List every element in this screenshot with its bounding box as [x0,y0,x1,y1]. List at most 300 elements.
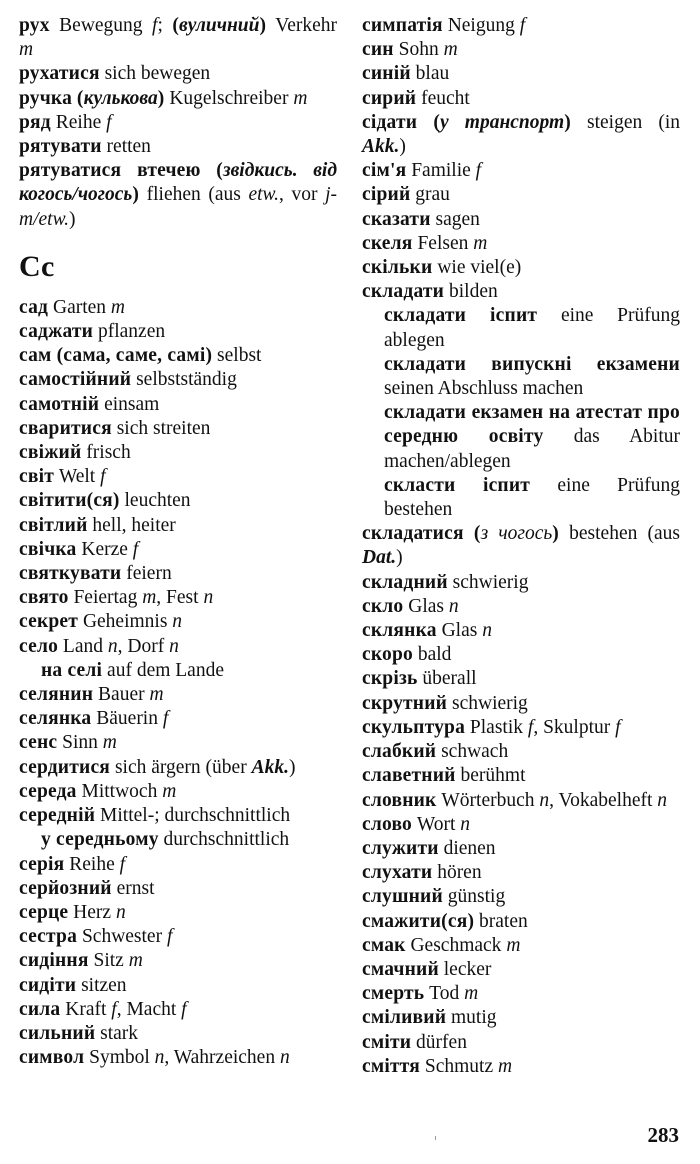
grammar-note: f [181,998,187,1020]
headword: скільки [362,257,433,279]
translation: selbst [212,345,262,367]
headword: скеля [362,232,413,254]
grammar-note: кулькова [83,87,158,109]
translation: bilden [444,281,498,303]
headword: служити [362,837,439,859]
translation: wie viel(e) [432,257,522,279]
dictionary-entry [362,619,680,643]
headword: рухатися [19,63,100,85]
translation: Neigung [442,15,520,36]
translation: Bäuerin [91,708,163,730]
grammar-note: n [539,789,550,811]
translation: durchschnittlich [158,829,290,851]
grammar-note: f [162,708,169,730]
dictionary-entry [362,111,680,159]
grammar-note: з чогось [480,523,553,545]
translation: Felsen [412,232,474,254]
grammar-note: m [473,232,488,254]
entries-after-heading [19,296,337,1071]
headword: скласти іспит [384,474,531,496]
headword: сміливий [362,1007,447,1029]
headword: сміття [362,1055,421,1077]
translation: Schmutz [420,1055,499,1077]
headword: серйозний [19,877,112,899]
dictionary-entry [362,667,680,691]
translation: blau [410,63,450,85]
translation: bestehen (aus [558,523,680,545]
grammar-note: f [119,853,126,875]
headword: смажити(ся) [362,910,475,932]
right-column [362,14,680,1079]
translation: lecker [438,958,492,980]
dictionary-subentry [362,474,680,522]
headword: син [362,39,394,61]
grammar-note: m [498,1055,513,1077]
dictionary-subentry [362,401,680,474]
translation [464,523,474,544]
headword: смачний [362,958,439,980]
headword: символ [19,1047,85,1069]
headword: складати іспит [384,305,538,327]
headword: сміти [362,1031,412,1053]
grammar-note: f [475,160,482,182]
dictionary-entry [19,344,337,368]
translation: Welt [53,466,101,488]
headword: святкувати [19,563,122,585]
dictionary-entry [19,62,337,86]
translation: dienen [438,837,496,859]
grammar-note: Akk. [362,136,400,158]
dictionary-entry [362,861,680,885]
grammar-note: m [149,684,164,706]
headword: світити(ся) [19,490,120,512]
headword: сім'я [362,160,407,182]
dictionary-entry [19,489,337,513]
headword: складати [362,281,445,303]
dictionary-entry [362,280,680,304]
headword: ручка [19,87,73,109]
dictionary-entry [19,417,337,441]
headword: серія [19,853,65,875]
headword: ( [76,87,84,109]
translation: feucht [416,87,470,109]
grammar-note: j-m/etw. [19,184,337,230]
dictionary-entry [19,296,337,320]
headword: сильний [19,1022,96,1044]
dictionary-entry [19,683,337,707]
headword: слово [362,813,413,835]
dictionary-entry [19,756,337,780]
headword: ( [172,15,180,36]
headword: сідати [362,111,418,133]
headword: середній [19,805,96,827]
dictionary-entry [362,740,680,764]
translation: , Skulptur [533,716,616,738]
translation: günstig [442,886,506,908]
translation: schwach [436,741,509,763]
headword: сад [19,296,49,318]
translation: , Wahrzeichen [164,1047,280,1069]
headword: склянка [362,620,437,642]
headword: слушний [362,886,443,908]
headword: у середньому [41,829,159,851]
translation: , vor [278,184,326,206]
translation: berühmt [455,765,526,787]
dictionary-entry [19,465,337,489]
grammar-note: f [615,716,621,738]
grammar-note: n [107,635,118,657]
grammar-note: m [293,87,308,109]
page-number: 283 [647,1123,679,1147]
dictionary-entry [362,208,680,232]
right-entries [362,14,680,1079]
dictionary-entry [19,562,337,586]
translation: ernst [111,877,155,899]
grammar-note: f [100,466,106,488]
dictionary-entry [362,837,680,861]
headword: селянин [19,684,94,706]
dictionary-entry [19,1046,337,1070]
headword: рятуватися втечею [19,160,201,182]
dictionary-entry [362,522,680,570]
dictionary-entry [19,441,337,465]
headword: складати екзамен на атестат про середню освіту [384,402,680,448]
headword: сірий [362,184,411,206]
translation: Reihe [50,111,107,133]
translation: Glas [436,620,483,642]
translation: Sinn [57,732,103,754]
dictionary-entry [19,853,337,877]
grammar-note: n [482,620,492,642]
grammar-note: m [110,296,126,318]
dictionary-entry [362,910,680,934]
translation: grau [410,184,450,206]
dictionary-entry [19,610,337,634]
dictionary-entry [19,949,337,973]
translation: sich bewegen [99,63,211,85]
dictionary-entry [19,135,337,159]
scan-speck [435,1136,436,1140]
headword: ряд [19,111,51,133]
grammar-note: Akk. [251,756,289,778]
translation: Mittwoch [76,780,163,802]
translation: einsam [99,393,160,415]
headword: свіжий [19,442,82,464]
dictionary-entry [19,925,337,949]
headword: селянка [19,708,92,730]
translation: frisch [81,442,131,464]
translation: stark [95,1022,139,1044]
translation: Sitz [88,950,129,972]
grammar-note: Dat. [362,547,397,569]
entries-before-heading [19,14,337,232]
grammar-note: m [443,39,458,61]
dictionary-entry [362,38,680,62]
grammar-note: m [142,587,157,609]
headword: сам (сама, саме, самі) [19,345,213,367]
headword: ) [259,15,267,36]
headword: скоро [362,644,413,666]
grammar-note: n [203,587,214,609]
headword: ( [473,523,481,545]
translation: überall [417,668,477,690]
headword: ( [216,160,223,182]
dictionary-entry [362,885,680,909]
dictionary-entry [362,643,680,667]
translation: , Macht [116,998,182,1020]
translation: Familie [406,160,476,182]
headword: село [19,635,59,657]
grammar-note: f [111,998,117,1020]
translation: Wörterbuch [436,789,540,811]
grammar-note: f [519,15,526,36]
dictionary-subentry [362,353,680,401]
headword: середа [19,780,77,802]
headword: смак [362,934,406,956]
translation: ) [69,208,76,230]
headword: складатися [362,523,464,545]
dictionary-entry [362,764,680,788]
translation: ) [399,136,406,158]
headword: ) [552,523,559,545]
translation: Tod [424,983,465,1005]
grammar-note: вуличний [179,15,260,36]
translation: feiern [121,563,172,585]
dictionary-entry [19,635,337,659]
headword: сердитися [19,756,111,778]
translation: ; [157,15,173,36]
translation: bald [412,644,452,666]
translation: Glas [403,595,449,617]
dictionary-entry [19,111,337,135]
dictionary-entry [19,707,337,731]
dictionary-entry [19,368,337,392]
dictionary-entry [19,320,337,344]
translation: fliehen (aus [139,184,249,206]
headword: складати випускні екзамени [384,353,680,375]
grammar-note: n [448,595,459,617]
headword: ) [564,111,571,133]
translation: Geheimnis [78,611,173,633]
headword: слабкий [362,741,437,763]
dictionary-entry [19,1022,337,1046]
headword: світлий [19,514,88,536]
dictionary-entry [362,692,680,716]
headword: самотній [19,393,100,415]
translation: schwierig [447,692,528,714]
grammar-note: f [527,716,534,738]
translation: Garten [48,296,111,318]
headword: симпатія [362,15,443,36]
dictionary-entry [362,1055,680,1079]
headword: славетний [362,765,456,787]
grammar-note: n [169,635,179,657]
translation: mutig [446,1007,497,1029]
translation: selbstständig [131,369,237,391]
headword: самостійний [19,369,132,391]
dictionary-subentry [362,304,680,352]
translation [417,112,433,133]
grammar-note: n [115,901,126,923]
dictionary-entry [19,998,337,1022]
grammar-note: n [279,1047,290,1069]
headword: синій [362,63,411,85]
dictionary-entry [19,514,337,538]
headword: скульптура [362,716,466,738]
headword: світ [19,466,54,488]
dictionary-entry [19,538,337,562]
translation: sich ärgern (über [110,756,252,778]
dictionary-entry [362,571,680,595]
translation: pflanzen [93,321,166,343]
translation: sitzen [76,974,127,996]
headword: серце [19,901,69,923]
grammar-note: f [132,538,139,560]
dictionary-entry [19,974,337,998]
dictionary-entry [362,595,680,619]
grammar-note: у транспорт [440,111,565,133]
translation: Herz [68,901,116,923]
translation: Feiertag [68,587,143,609]
dictionary-entry [362,256,680,280]
headword: сидіти [19,974,77,996]
translation: ) [396,547,403,569]
translation: sich streiten [111,417,211,439]
dictionary-entry [19,14,337,62]
dictionary-entry [19,901,337,925]
headword: ) [132,184,140,206]
headword: рятувати [19,136,102,158]
dictionary-entry [362,934,680,958]
translation: das Abitur machen/ablegen [384,426,680,472]
grammar-note: m [162,780,177,802]
dictionary-entry [362,1006,680,1030]
translation: , Dorf [117,635,170,657]
dictionary-entry [19,877,337,901]
left-column [19,14,337,1070]
dictionary-entry [362,982,680,1006]
grammar-note: m [464,983,479,1005]
translation: braten [474,910,528,932]
translation: retten [101,136,151,158]
translation: hören [432,862,482,884]
translation: Bauer [93,684,150,706]
headword: саджати [19,321,94,343]
dictionary-entry [19,780,337,804]
translation: Sohn [393,39,444,61]
dictionary-entry [362,14,680,38]
headword: скрутний [362,692,448,714]
dictionary-entry [19,804,337,828]
translation: , Fest [156,587,204,609]
grammar-note: n [154,1047,165,1069]
translation: Schwester [77,926,167,948]
headword: сирий [362,87,417,109]
grammar-note: n [172,611,183,633]
headword: сила [19,998,61,1020]
headword: смерть [362,983,425,1005]
grammar-note: n [657,789,668,811]
grammar-note: звідкись. від когось/чогось [19,160,338,206]
dictionary-entry [19,159,337,232]
dictionary-entry [362,159,680,183]
headword: слухати [362,862,433,884]
translation: sagen [430,208,480,230]
headword: сказати [362,208,431,230]
translation: Mittel-; durchschnittlich [95,805,291,827]
dictionary-subentry [19,659,337,683]
translation: Geschmack [405,934,507,956]
grammar-note: n [460,813,471,835]
dictionary-entry [362,789,680,813]
translation: steigen (in [570,111,680,133]
translation: Bewegung [49,15,153,36]
grammar-note: f [152,15,158,36]
translation: ) [288,756,296,778]
headword: скло [362,595,404,617]
dictionary-entry [362,813,680,837]
dictionary-entry [362,183,680,207]
translation: dürfen [411,1031,467,1053]
translation [201,160,217,181]
translation: seinen Abschluss machen [384,378,584,400]
translation: eine Prüfung ablegen [384,305,680,351]
headword: секрет [19,611,79,633]
translation: hell, heiter [87,514,176,536]
grammar-note: m [102,732,117,754]
dictionary-entry [362,62,680,86]
headword: складний [362,571,448,593]
dictionary-entry [19,731,337,755]
headword: сидіння [19,950,89,972]
dictionary-subentry [19,828,337,852]
translation: leuchten [119,490,191,512]
grammar-note: m [128,950,143,972]
dictionary-entry [362,232,680,256]
headword: ( [433,111,441,133]
headword: сенс [19,732,58,754]
dictionary-entry [362,1031,680,1055]
dictionary-entry [19,393,337,417]
translation: Kraft [60,998,112,1020]
translation: Kugelschreiber [164,87,294,109]
translation: schwierig [447,571,529,593]
headword: свято [19,587,69,609]
translation: Verkehr [266,15,337,36]
grammar-note: etw. [248,184,279,206]
headword: сваритися [19,417,112,439]
dictionary-entry [362,87,680,111]
translation: eine Prüfung bestehen [384,474,680,521]
headword: свічка [19,538,77,560]
translation: Plastik [465,716,528,738]
grammar-note: f [106,111,112,133]
letter-heading: Сс [19,249,55,283]
headword: ) [157,87,165,109]
grammar-note: m [19,39,34,61]
dictionary-entry [19,586,337,610]
headword: скрізь [362,668,418,690]
dictionary-entry [19,87,337,111]
translation: Kerze [76,538,133,560]
headword: сестра [19,926,78,948]
translation: Wort [412,813,461,835]
grammar-note: m [506,934,521,956]
dictionary-entry [362,716,680,740]
translation: Symbol [84,1047,155,1069]
headword: рух [19,15,50,36]
translation: , Vokabelheft [549,789,658,811]
